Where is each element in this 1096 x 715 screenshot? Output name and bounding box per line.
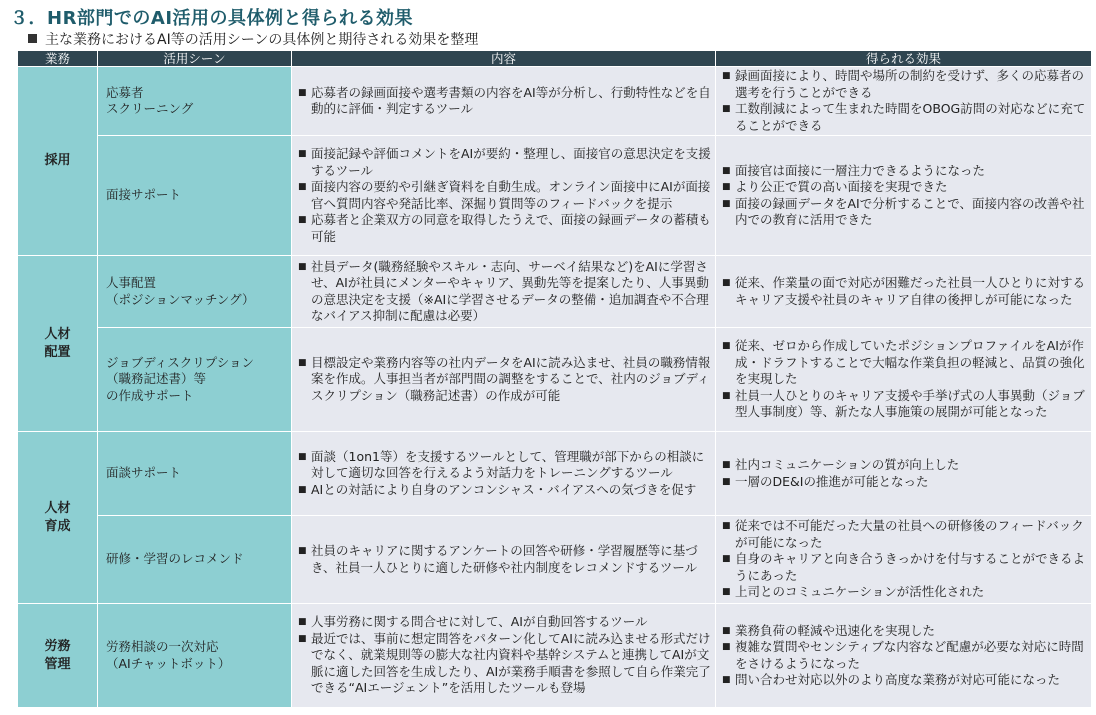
scene-label-line: 労務相談の一次対応 [106,639,219,654]
ai-usecase-table [17,50,1092,708]
business-cell [18,604,98,708]
effect-bullet-item [722,163,1087,180]
table-row [18,516,1092,604]
content-bullet-text: 面談（1on1等）を支援するツールとして、管理職が部下からの相談に対して適切な回答を行えるよう対話力をトレーニングするツール [311,448,705,481]
content-bullet-text: 社員データ(職務経験やスキル・志向、サーベイ結果など)をAIに学習させ、AIが社員にメンターやキャリア、異動先等を提案したり、人事異動の意思決定を支援（※AIに学習させるデータの整備・追加調査や不合理なバイアス抑制に配慮は必要） [311,258,709,323]
effect-bullet-text: 従来、ゼロから作成していたポジションプロファイルをAIが作成・ドラフトすることで大幅な作業負担の軽減と、品質の強化を実現した [735,338,1085,387]
business-label-line: 管理 [44,656,71,672]
table-row [18,256,1092,328]
scene-label-line: ジョブディスクリプション [106,354,255,370]
effect-cell [716,604,1092,708]
effect-bullet-text: より公正で質の高い面接を実現できた [735,179,948,194]
effect-bullet-text: 面接の録画データをAIで分析することで、面接内容の改善や社内での教育に活用できた [735,195,1085,227]
content-bullet-text: AIとの対話により自身のアンコンシャス・バイアスへの気づきを促す [311,481,697,497]
effect-bullet-text: 業務負荷の軽減や迅速化を実現した [735,622,936,638]
square-bullet-icon: ■ [298,451,307,462]
content-cell [292,328,716,432]
scene-label-line: （職務記述書）等 [106,371,207,387]
header-business: 業務 [18,51,98,67]
square-bullet-icon: ■ [722,390,731,401]
header-content: 内容 [292,51,716,67]
content-bullet-item [298,631,711,697]
table-row [18,432,1092,516]
effect-bullet-text: 録画面接により、時間や場所の制約を受けず、多くの応募者の選考を行うことができる [735,68,1085,100]
square-bullet-icon [28,34,37,43]
effect-bullet-text: 従来、作業量の面で対応が困難だった社員一人ひとりに対するキャリア支援や社員のキャリア自律の後押しが可能になった [735,275,1086,307]
effect-bullet-text: 面接官は面接に一層注力できるようになった [735,162,986,178]
content-cell [292,256,716,328]
square-bullet-icon: ■ [722,625,731,636]
effect-bullet-item [722,672,1087,689]
effect-bullet-item [722,101,1087,134]
square-bullet-icon: ■ [722,521,731,532]
table-header-row [18,51,1092,67]
scene-label-line: 研修・学習のレコメンド [106,551,244,567]
subtitle-text: 主な業務におけるAI等の活用シーンの具体例と期待される効果を整理 [45,32,479,48]
effect-cell [716,67,1092,136]
effect-bullet-item [722,551,1087,584]
scene-cell [98,432,292,516]
effect-bullet-item [722,457,1087,474]
page-title: ３．HR部門でのAI活用の具体例と得られる効果 [10,8,414,29]
effect-bullet-text: 工数削減によって生まれた時間をOBOG訪問の対応などに充てることができる [735,101,1086,133]
effect-cell [716,432,1092,516]
square-bullet-icon: ■ [298,617,307,628]
business-label-line: 人材 [44,326,71,342]
effect-cell [716,256,1092,328]
scene-label-line: 人事配置 [106,275,157,290]
effect-bullet-text: 社内コミュニケーションの質が向上した [735,457,960,472]
scene-label-line: （ポジションマッチング） [106,291,255,307]
business-label-line: 人材 [44,500,71,516]
business-cell [18,256,98,432]
square-bullet-icon: ■ [722,642,731,652]
square-bullet-icon: ■ [722,278,731,288]
square-bullet-icon: ■ [722,104,731,114]
effect-bullet-item [722,68,1087,101]
content-bullet-text: 目標設定や業務内容等の社内データをAIに読み込ませ、社員の職務情報案を作成。人事担当者が部門間の調整をすることで、社内のジョブディスクリプション（職務記述書）の作成が可能 [311,354,711,403]
square-bullet-icon: ■ [722,198,731,209]
header-effect: 得られる効果 [716,51,1092,67]
square-bullet-icon: ■ [298,633,307,644]
scene-label-line: の作成サポート [106,387,194,403]
header-scene: 活用シーン [98,51,292,67]
business-label-line: 育成 [44,518,71,534]
content-cell [292,432,716,516]
square-bullet-icon: ■ [298,149,307,159]
content-bullet-text: 面接記録や評価コメントをAIが要約・整理し、面接官の意思決定を支援するツール [311,146,711,178]
effect-cell [716,516,1092,604]
content-bullet-text: 応募者の録画面接や選考書類の内容をAI等が分析し、行動特性などを自動的に評価・判定するツール [311,84,711,116]
effect-cell [716,328,1092,432]
effect-bullet-text: 自身のキャリアと向き合うきっかけを付与することができるようにあった [735,551,1086,583]
square-bullet-icon: ■ [298,87,307,98]
square-bullet-icon: ■ [722,341,731,352]
content-bullet-text: 最近では、事前に想定問答をパターン化してAIに読み込ませる形式だけでなく、就業規則等の膨大な社内資料や基幹システムと連携してAIが文脈に適した回答を生成したり、AIが業務手順書を参照して自ら作業完了できる“AIエージェント”を活用したツールも登場 [311,630,711,696]
effect-bullet-item [722,196,1087,229]
scene-label-line: 応募者 [106,84,144,100]
effect-bullet-item [722,474,1087,491]
content-bullet-text: 社員のキャリアに関するアンケートの回答や研修・学習履歴等に基づき、社員一人ひとりに適した研修や社内制度をレコメンドするツール [311,543,698,575]
square-bullet-icon: ■ [722,71,731,81]
content-bullet-item [298,449,711,482]
content-bullet-text: 面接内容の要約や引継ぎ資料を自動生成。オンライン面接中にAIが面接官へ質問内容や発話比率、深掘り質問等のフィードバックを提示 [311,179,711,211]
content-bullet-item [298,85,711,118]
square-bullet-icon: ■ [298,215,307,225]
effect-bullet-item [722,584,1087,601]
scene-label-line: スクリーニング [106,101,194,116]
table-row [18,67,1092,136]
effect-bullet-text: 一層のDE&Iの推進が可能となった [735,473,929,489]
content-bullet-text: 応募者と企業双方の同意を取得したうえで、面接の録画データの蓄積も可能 [311,212,711,244]
effect-cell [716,136,1092,256]
scene-label-line: 面接サポート [106,187,182,203]
scene-cell [98,604,292,708]
business-cell [18,432,98,604]
table-row [18,604,1092,708]
square-bullet-icon: ■ [722,675,731,685]
content-bullet-item [298,355,711,405]
effect-bullet-text: 従来では不可能だった大量の社員への研修後のフィードバックが可能になった [735,518,1084,550]
content-bullet-item [298,146,711,179]
scene-cell [98,136,292,256]
content-cell [292,516,716,604]
effect-bullet-item [722,338,1087,388]
business-cell [18,67,98,256]
square-bullet-icon: ■ [722,554,731,565]
scene-label-line: 面談サポート [106,465,182,481]
table-row [18,328,1092,432]
content-bullet-item [298,543,711,576]
effect-bullet-text: 社員一人ひとりのキャリア支援や手挙げ式の人事異動（ジョブ型人事制度）等、新たな人事施策の展開が可能となった [735,387,1085,420]
scene-cell [98,67,292,136]
effect-bullet-item [722,275,1087,308]
table-row [18,136,1092,256]
content-bullet-item [298,179,711,212]
effect-bullet-item [722,518,1087,551]
scene-cell [98,516,292,604]
effect-bullet-item [722,388,1087,421]
scene-cell [98,328,292,432]
content-bullet-item [298,614,711,631]
square-bullet-icon: ■ [298,484,307,495]
square-bullet-icon: ■ [722,587,731,598]
square-bullet-icon: ■ [298,261,307,272]
square-bullet-icon: ■ [722,182,731,192]
square-bullet-icon: ■ [722,460,731,470]
content-cell [292,67,716,136]
content-cell [292,604,716,708]
square-bullet-icon: ■ [298,546,307,556]
content-cell [292,136,716,256]
page-subtitle [28,29,478,49]
content-bullet-item [298,259,711,325]
effect-bullet-text: 問い合わせ対応以外のより高度な業務が対応可能になった [735,672,1061,687]
effect-bullet-item [722,179,1087,196]
square-bullet-icon: ■ [722,165,731,176]
scene-label-line: （AIチャットボット） [106,655,231,671]
content-bullet-text: 人事労務に関する問合せに対して、AIが自動回答するツール [311,614,648,630]
square-bullet-icon: ■ [722,476,731,487]
square-bullet-icon: ■ [298,182,307,192]
scene-cell [98,256,292,328]
square-bullet-icon: ■ [298,357,307,368]
content-bullet-item [298,212,711,245]
effect-bullet-text: 上司とのコミュニケーションが活性化された [735,584,985,600]
content-bullet-item [298,482,711,499]
effect-bullet-item [722,639,1087,672]
business-label-line: 採用 [44,153,71,168]
effect-bullet-item [722,623,1087,640]
business-label-line: 配置 [44,344,71,360]
business-label-line: 労務 [44,638,71,654]
effect-bullet-text: 複雑な質問やセンシティブな内容など配慮が必要な対応に時間をさけるようになった [735,639,1084,671]
